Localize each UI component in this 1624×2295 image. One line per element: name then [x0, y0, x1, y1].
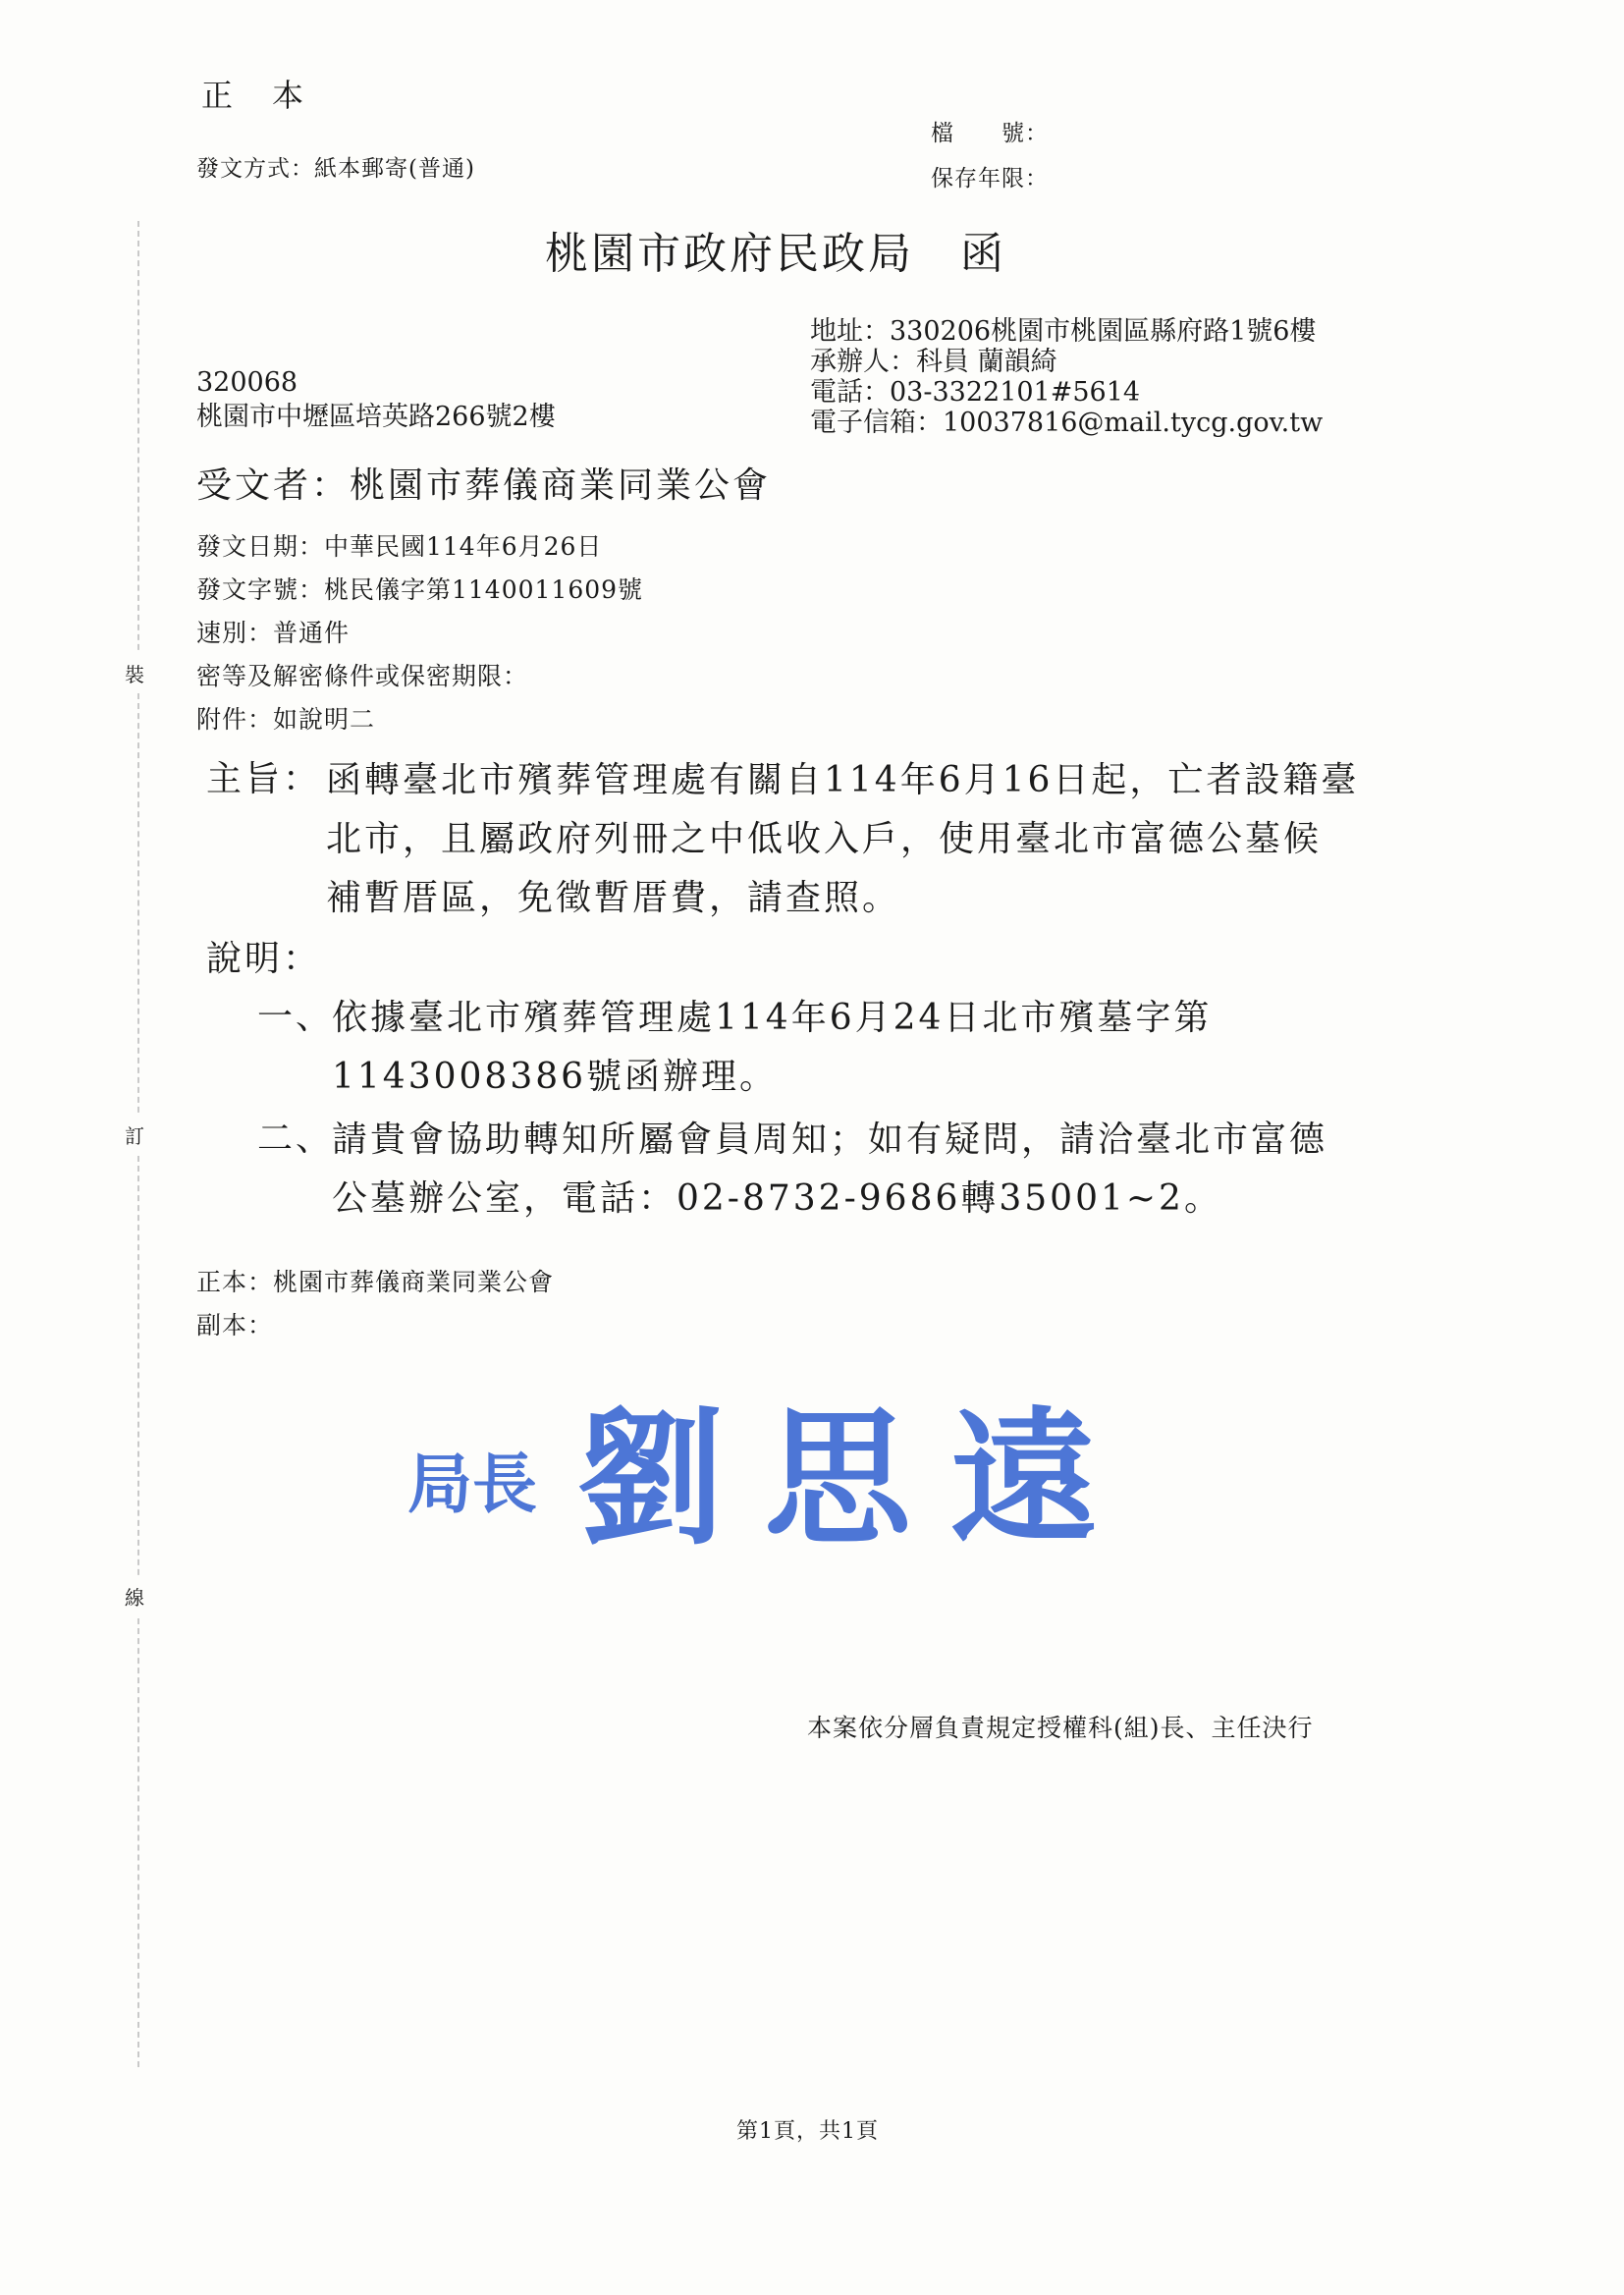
recipient: 受文者：桃園市葬儀商業同業公會	[196, 465, 772, 506]
document-title: 桃園市政府民政局 函	[545, 229, 1006, 279]
file-number-label: 檔 號：	[931, 121, 1049, 146]
explanation-item-1	[332, 989, 1212, 1107]
sender-email: 電子信箱：10037816@mail.tycg.gov.tw	[810, 408, 1324, 439]
page-number: 第1頁，共1頁	[736, 2119, 879, 2144]
binding-char-ding: 訂	[125, 1115, 144, 1155]
subject-line: 北市，且屬政府列冊之中低收入戶，使用臺北市富德公墓候	[326, 819, 1323, 859]
sender-handler: 承辦人：科員 蘭韻綺	[810, 347, 1057, 378]
copy-type: 正 本	[201, 77, 308, 114]
binding-char-zhuang: 裝	[125, 653, 144, 693]
subject-line: 函轉臺北市殯葬管理處有關自114年6月16日起，亡者設籍臺	[326, 760, 1360, 800]
item-line: 公墓辦公室，電話：02-8732-9686轉35001~2。	[332, 1178, 1222, 1219]
attachment: 附件：如說明二	[196, 705, 376, 734]
sender-info	[810, 316, 1323, 438]
item-number: 一、	[257, 997, 335, 1037]
issue-date: 發文日期：中華民國114年6月26日	[196, 532, 603, 561]
item-line: 請貴會協助轉知所屬會員周知；如有疑問，請洽臺北市富德	[332, 1120, 1328, 1160]
original-recipient: 正本：桃園市葬儀商業同業公會	[196, 1268, 555, 1296]
recipient-mailing-address	[196, 365, 556, 434]
item-line: 1143008386號函辦理。	[332, 1057, 779, 1097]
authorization-note: 本案依分層負責規定授權科(組)長、主任決行	[807, 1714, 1314, 1742]
subject-label: 主旨：	[206, 759, 322, 799]
sender-phone: 電話：03-3322101#5614	[810, 377, 1141, 409]
document-meta	[196, 525, 643, 741]
distribution	[196, 1261, 554, 1347]
official-seal: 劉思遠	[577, 1393, 1138, 1565]
delivery-method: 發文方式：紙本郵寄(普通)	[196, 156, 475, 182]
retention-label: 保存年限：	[931, 166, 1049, 191]
explanation-item-2	[332, 1111, 1327, 1229]
secrecy-level: 密等及解密條件或保密期限：	[196, 662, 529, 690]
sender-address: 地址：330206桃園市桃園區縣府路1號6樓	[810, 316, 1317, 347]
recipient-address: 桃園市中壢區培英路266號2樓	[196, 402, 556, 433]
explanation-label: 說明：	[206, 939, 322, 979]
subject-body	[326, 751, 1359, 928]
item-number: 二、	[257, 1119, 335, 1159]
binding-char-xian: 線	[125, 1576, 144, 1616]
document-number: 發文字號：桃民儀字第1140011609號	[196, 575, 644, 604]
subject-line: 補暫厝區，免徵暫厝費，請查照。	[326, 878, 901, 918]
copy-recipient: 副本：	[196, 1311, 274, 1339]
item-line: 依據臺北市殯葬管理處114年6月24日北市殯墓字第	[332, 998, 1213, 1038]
recipient-zip: 320068	[196, 367, 298, 398]
seal-title: 局長	[407, 1446, 537, 1522]
speed-level: 速別：普通件	[196, 619, 351, 647]
